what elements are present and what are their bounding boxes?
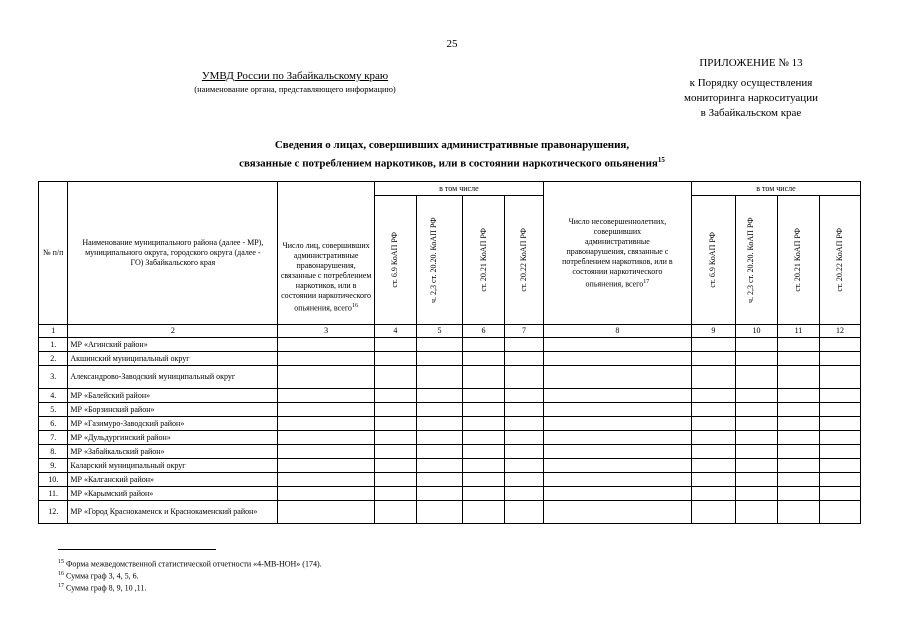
footnote-15	[58, 557, 322, 570]
document-title	[150, 138, 754, 172]
table-cell[interactable]	[374, 473, 416, 487]
table-cell[interactable]	[505, 338, 544, 352]
footnote-16	[58, 569, 139, 582]
row-municipality-name: МР «Газимуро-Заводский район»	[68, 417, 278, 431]
row-number: 8.	[39, 445, 68, 459]
table-cell[interactable]	[735, 445, 777, 459]
footnote-divider	[58, 549, 216, 550]
table-cell[interactable]	[691, 366, 735, 389]
table-cell[interactable]	[777, 389, 819, 403]
table-cell[interactable]	[505, 473, 544, 487]
table-cell[interactable]	[543, 389, 691, 403]
table-cell[interactable]	[777, 459, 819, 473]
header-total-minors-text: Число несовершеннолетних, совершивших административные правонарушения, связанные с потреблением наркотиков, или в состоянии наркотического опьянения, всего	[562, 216, 673, 289]
table-cell[interactable]	[819, 501, 860, 524]
table-row	[39, 389, 861, 403]
footnote-text: Сумма граф 8, 9, 10 ,11.	[66, 583, 147, 593]
table-row	[39, 366, 861, 389]
table-cell[interactable]	[505, 501, 544, 524]
table-row	[39, 459, 861, 473]
column-number: 11	[777, 325, 819, 338]
table-cell[interactable]	[777, 366, 819, 389]
table-row	[39, 501, 861, 524]
table-cell[interactable]	[374, 389, 416, 403]
appendix-sub-line: в Забайкальском крае	[700, 107, 802, 119]
table-cell[interactable]	[543, 352, 691, 366]
header-art-20-22: ст. 20.22 КоАП РФ	[505, 196, 544, 325]
header-total-persons	[278, 182, 375, 325]
footnote-ref: 17	[58, 583, 64, 589]
header-minors-art-6-9: ст. 6.9 КоАП РФ	[691, 196, 735, 325]
column-number: 10	[735, 325, 777, 338]
data-table	[38, 181, 861, 524]
header-art-6-9: ст. 6.9 КоАП РФ	[374, 196, 416, 325]
table-cell[interactable]	[278, 487, 375, 501]
header-art-20-21: ст. 20.21 КоАП РФ	[463, 196, 505, 325]
table-cell[interactable]	[416, 445, 462, 459]
table-cell[interactable]	[819, 366, 860, 389]
row-municipality-name: МР «Балейский район»	[68, 389, 278, 403]
table-cell[interactable]	[463, 389, 505, 403]
header-municipality: Наименование муниципального района (далее - МР), муниципального округа, городского округа (далее - ГО) Забайкальского края	[68, 182, 278, 325]
table-cell[interactable]	[735, 389, 777, 403]
table-cell[interactable]	[777, 501, 819, 524]
table-cell[interactable]	[505, 487, 544, 501]
table-cell[interactable]	[416, 389, 462, 403]
row-municipality-name: МР «Борзинский район»	[68, 403, 278, 417]
header-art-20-20: ч. 2,3 ст. 20.20. КоАП РФ	[416, 196, 462, 325]
table-cell[interactable]	[543, 501, 691, 524]
row-municipality-name: Каларский муниципальный округ	[68, 459, 278, 473]
row-municipality-name: МР «Агинский район»	[68, 338, 278, 352]
header-num: № п/п	[39, 182, 68, 325]
column-number: 1	[39, 325, 68, 338]
footnote-17	[58, 581, 146, 594]
row-number: 5.	[39, 403, 68, 417]
header-total-minors	[543, 182, 691, 325]
row-number: 12.	[39, 501, 68, 524]
table-cell[interactable]	[691, 473, 735, 487]
table-cell[interactable]	[819, 352, 860, 366]
table-cell[interactable]	[374, 366, 416, 389]
table-cell[interactable]	[777, 352, 819, 366]
column-number: 12	[819, 325, 860, 338]
table-cell[interactable]	[691, 389, 735, 403]
table-cell[interactable]	[416, 403, 462, 417]
title-footnote-ref: 15	[657, 156, 665, 164]
header-group-including-minors: в том числе	[691, 182, 860, 196]
table-cell[interactable]	[278, 445, 375, 459]
table-cell[interactable]	[505, 431, 544, 445]
appendix-sub-line: к Порядку осуществления	[689, 77, 813, 89]
footnote-ref-16: 16	[351, 303, 358, 310]
table-cell[interactable]	[463, 501, 505, 524]
row-municipality-name: МР «Карымский район»	[68, 487, 278, 501]
appendix-subtitle	[640, 76, 862, 121]
column-number: 7	[505, 325, 544, 338]
table-cell[interactable]	[777, 338, 819, 352]
table-cell[interactable]	[735, 338, 777, 352]
table-cell[interactable]	[463, 431, 505, 445]
table-cell[interactable]	[543, 445, 691, 459]
column-number: 6	[463, 325, 505, 338]
table-cell[interactable]	[691, 501, 735, 524]
table-cell[interactable]	[463, 417, 505, 431]
table-cell[interactable]	[543, 431, 691, 445]
table-cell[interactable]	[691, 352, 735, 366]
column-number: 2	[68, 325, 278, 338]
row-municipality-name: Александрово-Заводский муниципальный округ	[68, 366, 278, 389]
column-number: 5	[416, 325, 462, 338]
table-row	[39, 403, 861, 417]
table-cell[interactable]	[374, 459, 416, 473]
table-cell[interactable]	[819, 431, 860, 445]
table-cell[interactable]	[416, 338, 462, 352]
page-number: 25	[446, 38, 458, 50]
table-cell[interactable]	[819, 417, 860, 431]
row-number: 10.	[39, 473, 68, 487]
table-cell[interactable]	[463, 487, 505, 501]
footnote-text: Сумма граф 3, 4, 5, 6.	[66, 571, 139, 581]
table-cell[interactable]	[505, 459, 544, 473]
table-row	[39, 417, 861, 431]
appendix-sub-line: мониторинга наркоситуации	[684, 92, 818, 104]
table-cell[interactable]	[278, 431, 375, 445]
table-cell[interactable]	[543, 366, 691, 389]
table-cell[interactable]	[416, 501, 462, 524]
table-cell[interactable]	[777, 431, 819, 445]
organization-name: УМВД России по Забайкальскому краю	[201, 70, 389, 82]
table-cell[interactable]	[278, 338, 375, 352]
table-cell[interactable]	[543, 459, 691, 473]
row-number: 7.	[39, 431, 68, 445]
table-cell[interactable]	[374, 417, 416, 431]
table-row	[39, 431, 861, 445]
table-cell[interactable]	[505, 445, 544, 459]
table-cell[interactable]	[416, 473, 462, 487]
column-number: 8	[543, 325, 691, 338]
table-row	[39, 352, 861, 366]
table-cell[interactable]	[463, 459, 505, 473]
table-cell[interactable]	[505, 389, 544, 403]
table-cell[interactable]	[505, 417, 544, 431]
table-cell[interactable]	[543, 338, 691, 352]
footnote-text: Форма межведомственной статистической отчетности «4-МВ-НОН» (174).	[66, 559, 322, 569]
table-cell[interactable]	[416, 366, 462, 389]
table-cell[interactable]	[819, 487, 860, 501]
table-cell[interactable]	[735, 459, 777, 473]
table-cell[interactable]	[374, 403, 416, 417]
table-row	[39, 445, 861, 459]
table-cell[interactable]	[543, 403, 691, 417]
table-cell[interactable]	[416, 487, 462, 501]
table-cell[interactable]	[374, 445, 416, 459]
table-cell[interactable]	[374, 501, 416, 524]
table-cell[interactable]	[735, 352, 777, 366]
footnote-ref: 16	[58, 571, 64, 577]
table-cell[interactable]	[505, 366, 544, 389]
row-municipality-name: МР «Калганский район»	[68, 473, 278, 487]
table-cell[interactable]	[505, 352, 544, 366]
table-cell[interactable]	[777, 445, 819, 459]
table-cell[interactable]	[463, 338, 505, 352]
table-cell[interactable]	[278, 389, 375, 403]
table-cell[interactable]	[819, 445, 860, 459]
table-cell[interactable]	[505, 403, 544, 417]
appendix-title: ПРИЛОЖЕНИЕ № 13	[699, 57, 803, 69]
table-cell[interactable]	[463, 352, 505, 366]
table-cell[interactable]	[463, 445, 505, 459]
table-cell[interactable]	[463, 403, 505, 417]
column-number-row	[39, 325, 861, 338]
table-cell[interactable]	[278, 403, 375, 417]
table-cell[interactable]	[691, 338, 735, 352]
row-municipality-name: МР «Забайкальский район»	[68, 445, 278, 459]
table-cell[interactable]	[463, 473, 505, 487]
table-cell[interactable]	[278, 501, 375, 524]
table-cell[interactable]	[777, 417, 819, 431]
table-cell[interactable]	[543, 487, 691, 501]
column-number: 9	[691, 325, 735, 338]
table-cell[interactable]	[819, 338, 860, 352]
table-cell[interactable]	[278, 417, 375, 431]
row-number: 2.	[39, 352, 68, 366]
column-number: 3	[278, 325, 375, 338]
table-cell[interactable]	[735, 403, 777, 417]
table-cell[interactable]	[463, 366, 505, 389]
table-cell[interactable]	[819, 473, 860, 487]
table-cell[interactable]	[278, 352, 375, 366]
table-cell[interactable]	[416, 352, 462, 366]
row-municipality-name: Акшинский муниципальный округ	[68, 352, 278, 366]
table-cell[interactable]	[819, 403, 860, 417]
table-cell[interactable]	[735, 501, 777, 524]
table-cell[interactable]	[278, 473, 375, 487]
table-cell[interactable]	[543, 473, 691, 487]
header-minors-art-20-22: ст. 20.22 КоАП РФ	[819, 196, 860, 325]
row-number: 11.	[39, 487, 68, 501]
table-row	[39, 338, 861, 352]
table-cell[interactable]	[777, 473, 819, 487]
table-cell[interactable]	[374, 487, 416, 501]
table-cell[interactable]	[691, 417, 735, 431]
row-number: 1.	[39, 338, 68, 352]
table-cell[interactable]	[735, 417, 777, 431]
row-municipality-name: МР «Дульдургинский район»	[68, 431, 278, 445]
table-cell[interactable]	[416, 459, 462, 473]
table-cell[interactable]	[777, 403, 819, 417]
title-line-1: Сведения о лицах, совершивших административные правонарушения,	[274, 139, 630, 151]
row-number: 3.	[39, 366, 68, 389]
footnote-ref: 15	[58, 559, 64, 565]
title-line-2-text: связанные с потреблением наркотиков, или в состоянии наркотического опьянения	[239, 157, 658, 170]
table-cell[interactable]	[543, 417, 691, 431]
table-cell[interactable]	[735, 473, 777, 487]
table-cell[interactable]	[374, 352, 416, 366]
header-minors-art-20-21: ст. 20.21 КоАП РФ	[777, 196, 819, 325]
table-cell[interactable]	[735, 487, 777, 501]
table-cell[interactable]	[416, 431, 462, 445]
table-cell[interactable]	[691, 431, 735, 445]
column-number: 4	[374, 325, 416, 338]
row-number: 9.	[39, 459, 68, 473]
table-cell[interactable]	[691, 445, 735, 459]
table-cell[interactable]	[278, 459, 375, 473]
row-number: 6.	[39, 417, 68, 431]
table-cell[interactable]	[416, 417, 462, 431]
table-cell[interactable]	[691, 403, 735, 417]
footnote-ref-17: 17	[643, 278, 650, 285]
table-cell[interactable]	[777, 487, 819, 501]
table-cell[interactable]	[691, 487, 735, 501]
row-municipality-name: МР «Город Краснокаменск и Краснокаменский район»	[68, 501, 278, 524]
table-cell[interactable]	[735, 431, 777, 445]
table-cell[interactable]	[819, 389, 860, 403]
table-cell[interactable]	[735, 366, 777, 389]
header-total-persons-text: Число лиц, совершивших административные правонарушения, связанные с потреблением наркотиков, или в состоянии наркотического опьянения, всего	[280, 241, 372, 313]
row-number: 4.	[39, 389, 68, 403]
title-line-2	[150, 153, 754, 172]
organization-caption: (наименование органа, представляющего информацию)	[194, 84, 396, 94]
table-row	[39, 473, 861, 487]
table-cell[interactable]	[374, 338, 416, 352]
table-cell[interactable]	[278, 366, 375, 389]
header-minors-art-20-20: ч. 2,3 ст. 20.20. КоАП РФ	[735, 196, 777, 325]
table-cell[interactable]	[819, 459, 860, 473]
table-cell[interactable]	[691, 459, 735, 473]
table-cell[interactable]	[374, 431, 416, 445]
header-group-including: в том числе	[374, 182, 543, 196]
table-row	[39, 487, 861, 501]
